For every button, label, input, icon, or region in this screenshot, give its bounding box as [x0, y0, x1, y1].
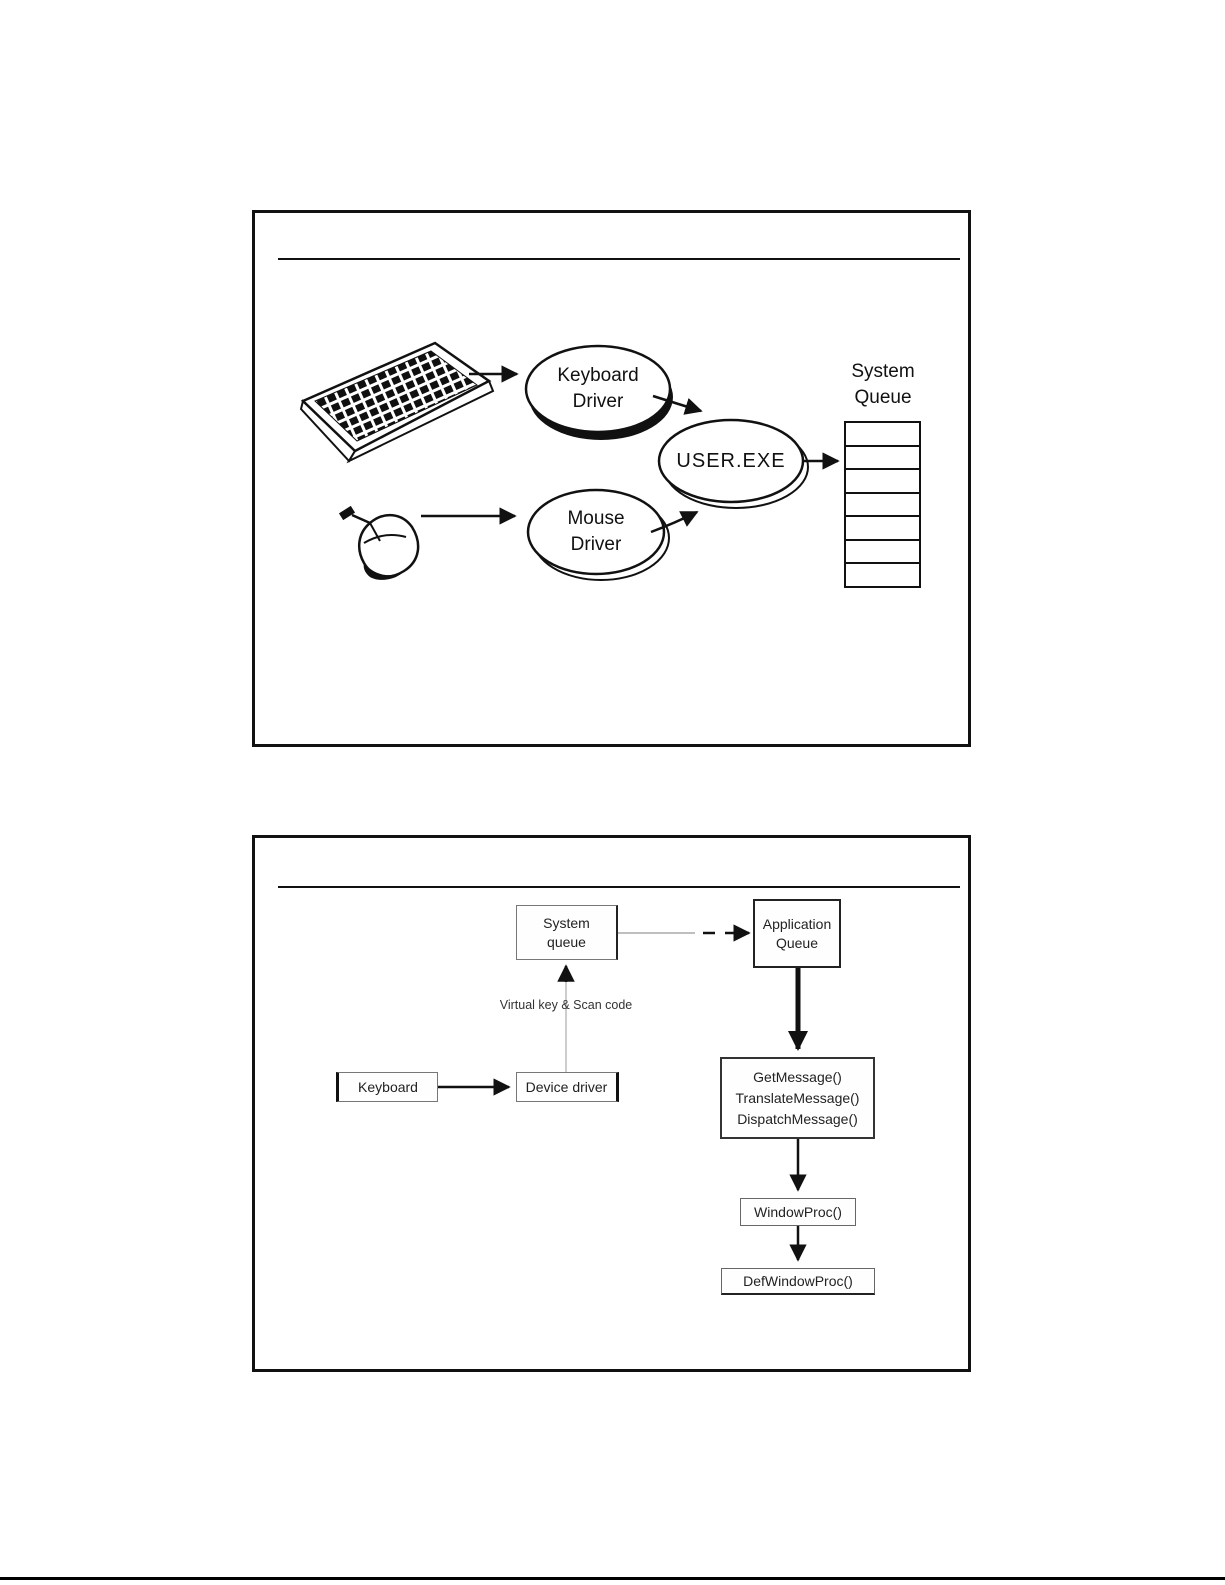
device-driver-box: [516, 1072, 619, 1102]
virtual-key-scan-label: [486, 998, 646, 1012]
mouse-icon: [339, 506, 418, 580]
page-bottom-rule: [0, 1577, 1225, 1580]
keyboard-box: [336, 1072, 438, 1102]
system-queue-line1: System: [543, 914, 590, 931]
defwindowproc-text: DefWindowProc(): [743, 1272, 853, 1289]
virtual-key-scan-text: Virtual key & Scan code: [499, 998, 633, 1012]
application-queue-line1: Application: [762, 915, 832, 932]
defwindowproc-box: [721, 1268, 875, 1295]
application-queue-line2: Queue: [775, 934, 819, 951]
dispatchmessage-text: DispatchMessage(): [737, 1110, 858, 1127]
system-queue-line2: queue: [547, 933, 586, 950]
system-queue-title-line2: Queue: [854, 387, 912, 408]
system-queue-box: [516, 905, 618, 960]
device-driver-box-text: Device driver: [525, 1078, 608, 1095]
translatemessage-text: TranslateMessage(): [735, 1089, 860, 1106]
queue-cell: [846, 447, 919, 471]
queue-cell: [846, 470, 919, 494]
windowproc-box: [740, 1198, 856, 1226]
queue-cell: [846, 517, 919, 541]
windowproc-text: WindowProc(): [754, 1203, 842, 1220]
slide-frame-input-system: [252, 210, 971, 747]
keyboard-box-text: Keyboard: [358, 1078, 418, 1095]
queue-cell: [846, 494, 919, 518]
keyboard-driver-line1: Keyboard: [557, 365, 639, 386]
mouse-driver-label: [528, 490, 664, 574]
application-queue-box: [753, 899, 841, 968]
getmessage-text: GetMessage(): [753, 1068, 842, 1085]
mouse-driver-line2: Driver: [570, 534, 622, 555]
keyboard-icon: [301, 343, 493, 461]
keyboard-driver-line2: Driver: [572, 391, 624, 412]
queue-cell: [846, 541, 919, 565]
keyboard-driver-label: [526, 345, 670, 433]
system-queue-stack: [844, 421, 921, 588]
system-queue-title: [838, 357, 928, 413]
message-loop-box: [720, 1057, 875, 1139]
slide-frame-message-flow: [252, 835, 971, 1372]
queue-cell: [846, 564, 919, 586]
system-queue-title-line1: System: [851, 361, 915, 382]
mouse-driver-line1: Mouse: [567, 508, 625, 529]
queue-cell: [846, 423, 919, 447]
user-exe-label: [659, 420, 803, 502]
user-exe-text: USER.EXE: [676, 449, 786, 472]
